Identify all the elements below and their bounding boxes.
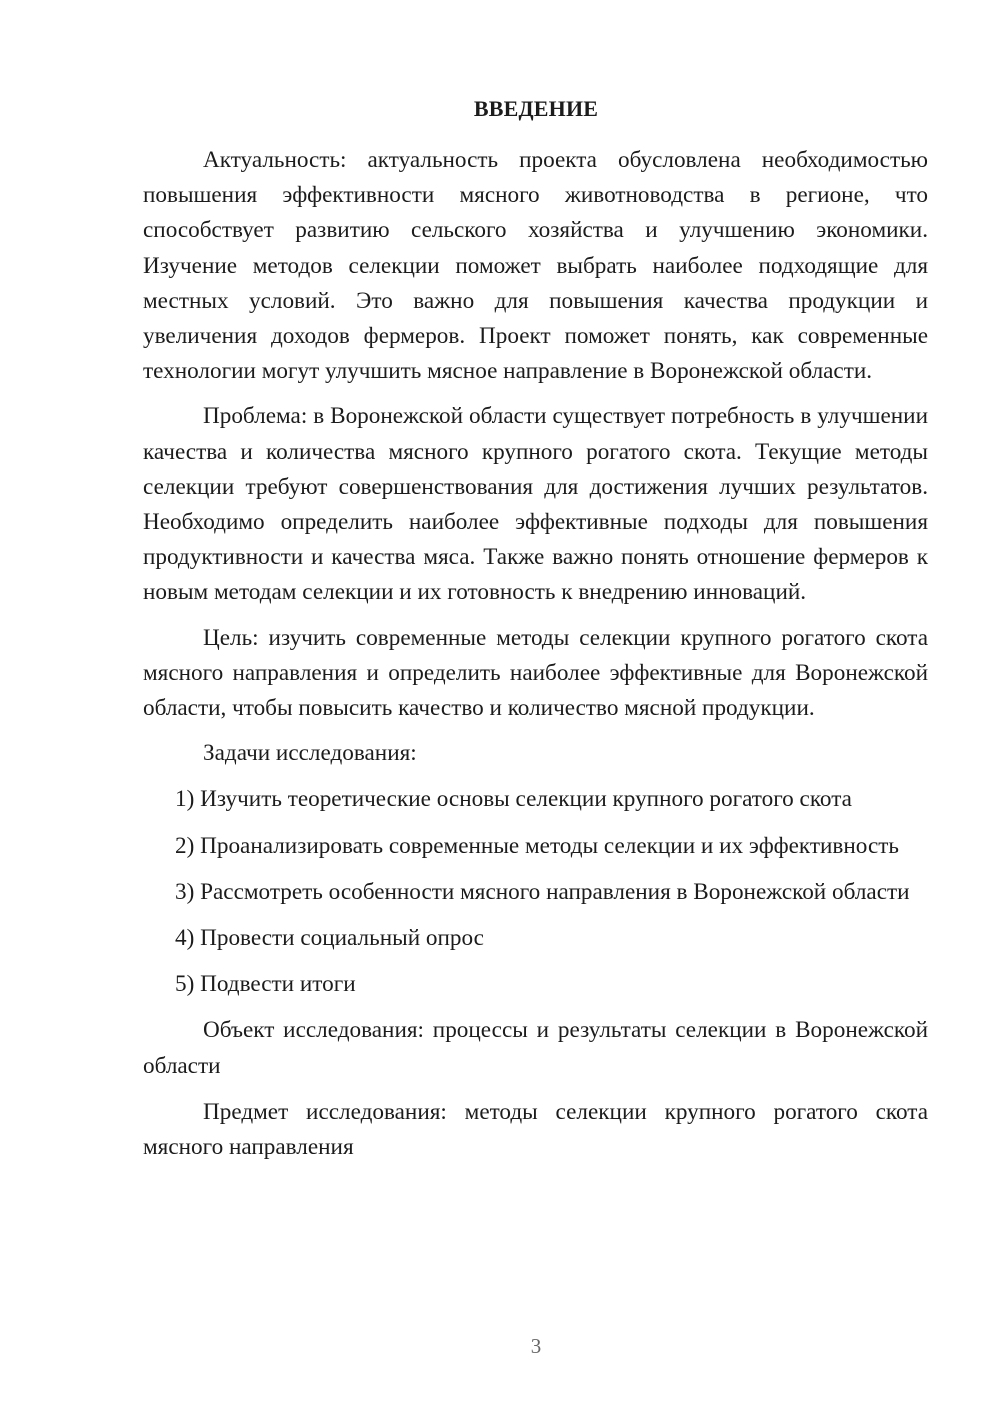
document-body: [143, 143, 928, 1165]
task-item-2: 2) Проанализировать современные методы селекции и их эффективность: [175, 832, 899, 859]
paragraph-problem: Проблема: в Воронежской области существует потребность в улучшении качества и количества мясного крупного рогатого скота. Текущие методы селекции требуют совершенствования для достижения лучших результатов. Необходимо определить наиболее эффективные подходы для повышения продуктивности и качества мяса. Также важно понять отношение фермеров к новым методам селекции и их готовность к внедрению инноваций.: [143, 403, 928, 606]
paragraph-subject: Предмет исследования: методы селекции крупного рогатого скота мясного направления: [143, 1098, 928, 1161]
paragraph-tasks-heading: Задачи исследования:: [203, 740, 417, 767]
paragraph-object: Объект исследования: процессы и результаты селекции в Воронежской области: [143, 1017, 928, 1079]
page-title: ВВЕДЕНИЕ: [473, 96, 599, 121]
paragraph-goal: Цель: изучить современные методы селекции крупного рогатого скота мясного направления и определить наиболее эффективные для Воронежской области, чтобы повысить качество и количество мясной продукции.: [143, 624, 928, 722]
task-item-3: 3) Рассмотреть особенности мясного направления в Воронежской области: [175, 878, 910, 905]
page-number: 3: [530, 1334, 542, 1358]
task-item-5: 5) Подвести итоги: [175, 971, 356, 998]
task-item-4: 4) Провести социальный опрос: [175, 925, 484, 952]
paragraph-relevance: Актуальность: актуальность проекта обусловлена необходимостью повышения эффективности мясного животноводства в регионе, что способствует развитию сельского хозяйства и улучшению экономики. Изучение методов селекции поможет выбрать наиболее подходящие для местных условий. Это важно для повышения качества продукции и увеличения доходов фермеров. Проект поможет понять, как современные технологии могут улучшить мясное направление в Воронежской области.: [143, 147, 928, 385]
task-item-1: 1) Изучить теоретические основы селекции крупного рогатого скота: [175, 786, 852, 813]
